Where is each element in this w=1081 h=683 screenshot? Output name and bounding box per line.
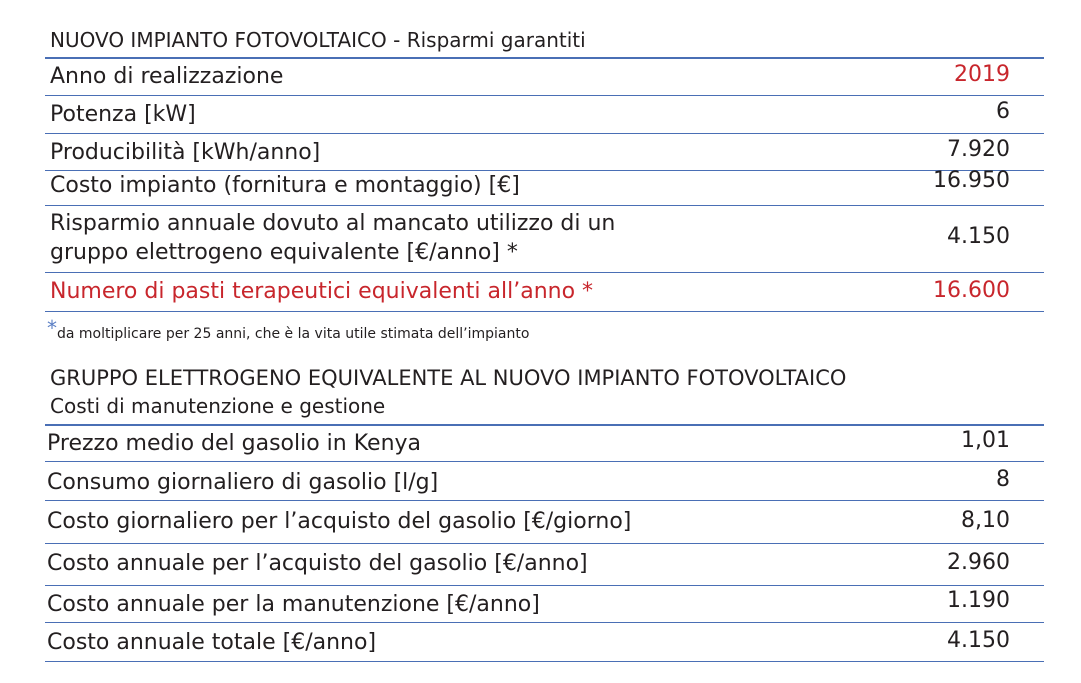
row-value-manutenzione: 1.190 <box>947 588 1010 613</box>
row-value-costo-annuale-gasolio: 2.960 <box>947 550 1010 575</box>
row-value-pasti: 16.600 <box>933 278 1010 303</box>
row-value-producibilita: 7.920 <box>947 137 1010 162</box>
row-divider <box>45 543 1044 544</box>
table1-top-rule <box>45 57 1044 59</box>
table2-bottom-rule <box>45 661 1044 662</box>
section2-subtitle: Costi di manutenzione e gestione <box>50 394 386 418</box>
footnote-text: da moltiplicare per 25 anni, che è la vita utile stimata dell’impianto <box>57 326 530 342</box>
row-divider <box>45 622 1044 623</box>
row-label-risparmio-line1: Risparmio annuale dovuto al mancato utilizzo di un <box>50 211 616 236</box>
row-divider <box>45 500 1044 501</box>
row-divider <box>45 133 1044 134</box>
row-divider <box>45 461 1044 462</box>
row-value-costo-giornaliero: 8,10 <box>961 508 1010 533</box>
row-label-anno: Anno di realizzazione <box>50 64 284 89</box>
row-label-manutenzione: Costo annuale per la manutenzione [€/anno] <box>47 592 540 617</box>
section1-title: NUOVO IMPIANTO FOTOVOLTAICO - Risparmi garantiti <box>50 28 586 52</box>
row-value-anno: 2019 <box>954 62 1010 87</box>
row-value-consumo: 8 <box>996 467 1010 492</box>
table1-bottom-rule <box>45 311 1044 312</box>
row-label-pasti: Numero di pasti terapeutici equivalenti all’anno * <box>50 279 594 304</box>
row-value-costo-totale: 4.150 <box>947 628 1010 653</box>
row-value-costo-impianto: 16.950 <box>933 168 1010 193</box>
row-divider <box>45 272 1044 273</box>
row-label-prezzo-gasolio: Prezzo medio del gasolio in Kenya <box>47 431 422 456</box>
row-divider <box>45 585 1044 586</box>
row-divider <box>45 205 1044 206</box>
table2-top-rule <box>45 424 1044 426</box>
footnote <box>47 316 530 343</box>
row-value-potenza: 6 <box>996 99 1010 124</box>
asterisk-icon: * <box>47 316 57 340</box>
row-label-costo-giornaliero: Costo giornaliero per l’acquisto del gasolio [€/giorno] <box>47 509 632 534</box>
row-label-producibilita: Producibilità [kWh/anno] <box>50 140 321 165</box>
row-label-costo-annuale-gasolio: Costo annuale per l’acquisto del gasolio [€/anno] <box>47 551 588 576</box>
row-label-potenza: Potenza [kW] <box>50 102 196 127</box>
row-label-risparmio-line2: gruppo elettrogeno equivalente [€/anno] * <box>50 240 518 265</box>
row-value-risparmio: 4.150 <box>947 224 1010 249</box>
row-label-consumo: Consumo giornaliero di gasolio [l/g] <box>47 470 439 495</box>
section2-title: GRUPPO ELETTROGENO EQUIVALENTE AL NUOVO IMPIANTO FOTOVOLTAICO <box>50 366 847 390</box>
row-value-prezzo-gasolio: 1,01 <box>961 428 1010 453</box>
row-divider <box>45 95 1044 96</box>
row-label-costo-totale: Costo annuale totale [€/anno] <box>47 630 377 655</box>
row-divider <box>45 170 1044 171</box>
row-label-costo-impianto: Costo impianto (fornitura e montaggio) [€] <box>50 173 520 198</box>
